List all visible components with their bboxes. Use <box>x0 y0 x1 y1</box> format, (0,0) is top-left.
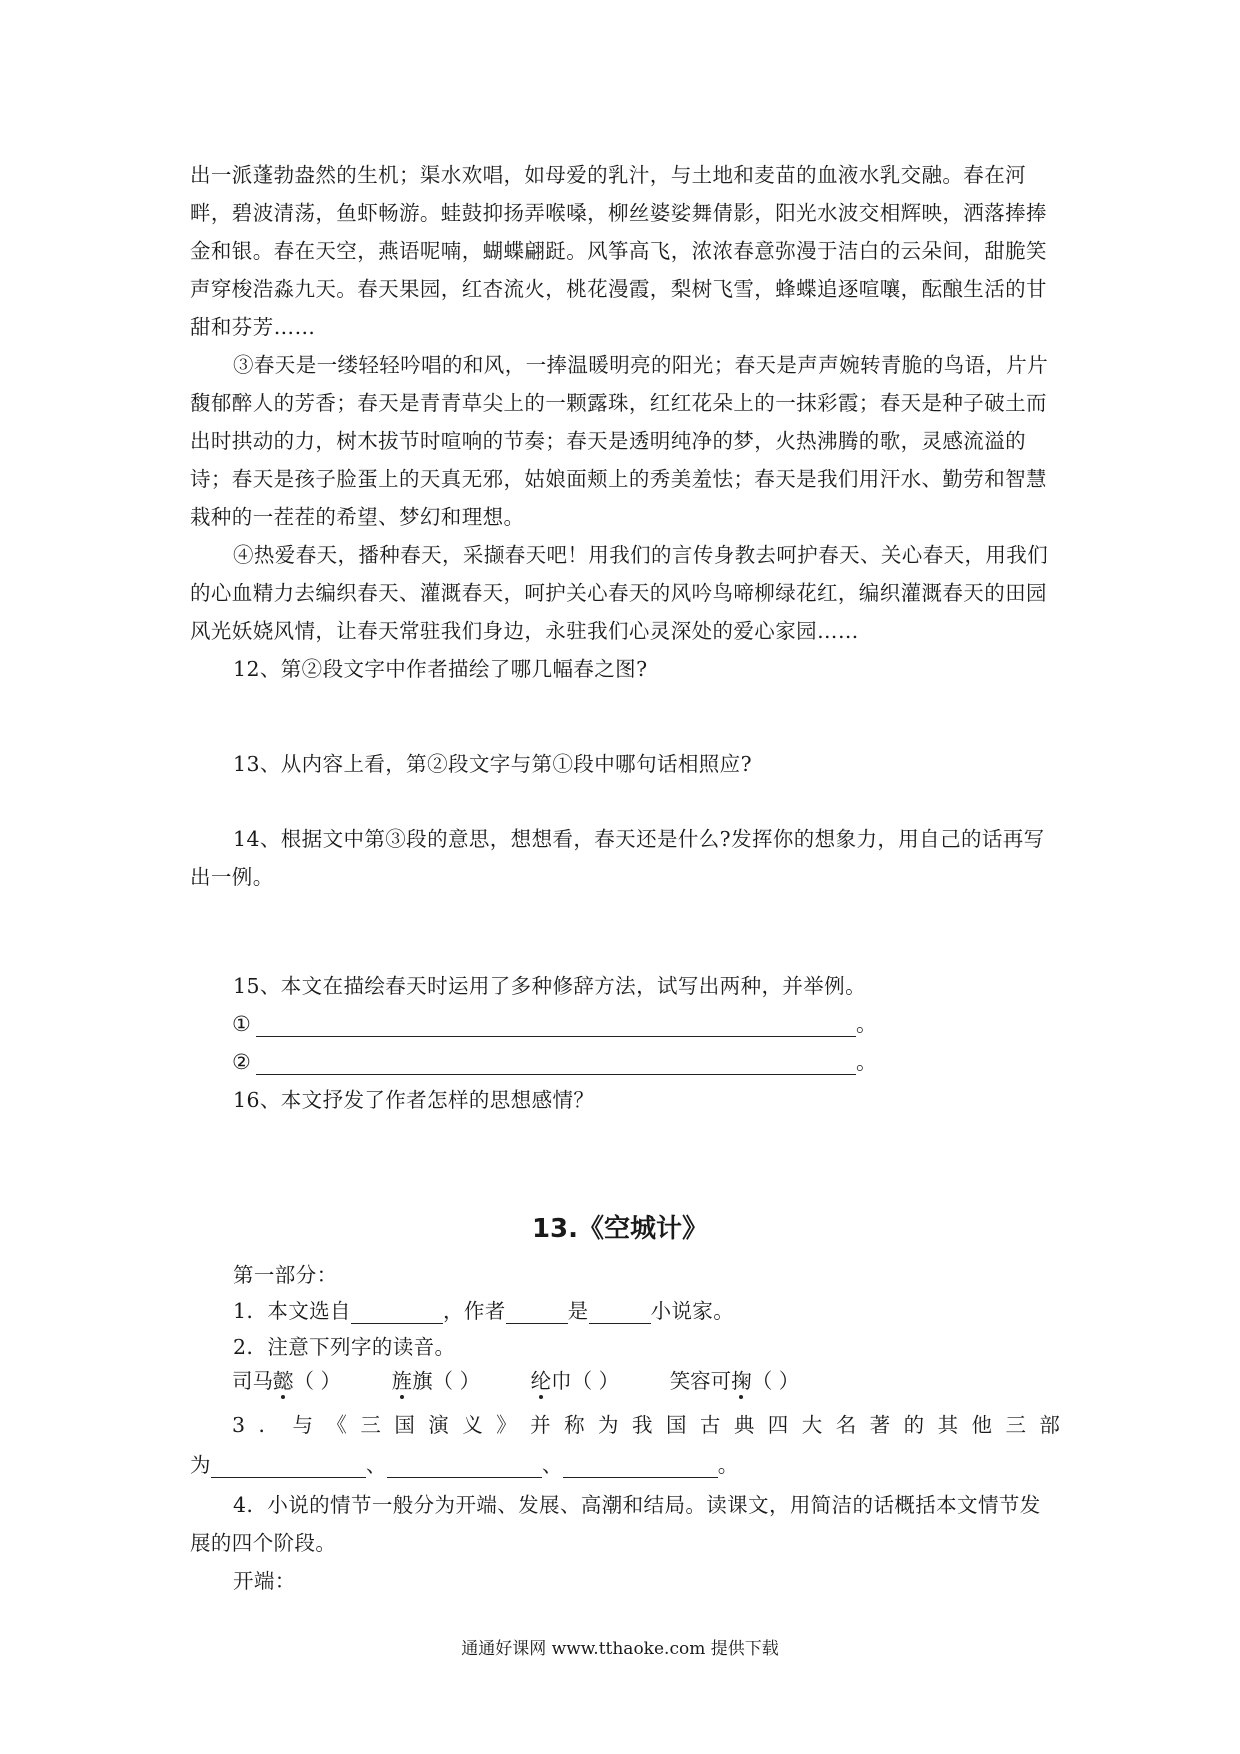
section-title: 13.《空城计》 <box>531 1214 709 1244</box>
blank-author[interactable] <box>506 1299 568 1324</box>
item-4: 4．小说的情节一般分为开端、发展、高潮和结局。读课文，用简洁的话概括本文情节发展的四个阶段。 <box>190 1493 1041 1555</box>
blank-novel-1[interactable] <box>211 1453 366 1478</box>
item-2: 2．注意下列字的读音。 <box>233 1335 456 1359</box>
pronunciation-row <box>232 1362 843 1400</box>
question-14: 14、根据文中第③段的意思，想想看，春天还是什么?发挥你的想象力，用自己的话再写出一例。 <box>190 827 1045 889</box>
opening-label: 开端： <box>233 1569 296 1593</box>
answer-blank-1[interactable] <box>256 1010 856 1037</box>
paragraph-2-continued: 出一派蓬勃盎然的生机；渠水欢唱，如母爱的乳汁，与土地和麦苗的血液水乳交融。春在河畔，碧波清荡，鱼虾畅游。蛙鼓抑扬弄喉嗓，柳丝婆娑舞倩影，阳光水波交相辉映，洒落捧捧金和银。春在天空，燕语呢喃，蝴蝶翩跹。风筝高飞，浓浓春意弥漫于洁白的云朵间，甜脆笑声穿梭浩淼九天。春天果园，红杏流火，桃花漫霞，梨树飞雪，蜂蝶追逐喧嚷，酝酿生活的甘甜和芬芳…… <box>190 163 1047 339</box>
pron-item-4[interactable]: 笑容可掬（ ） <box>669 1369 800 1393</box>
answer-line-1[interactable] <box>232 1005 877 1043</box>
blank-novel-3[interactable] <box>563 1453 718 1478</box>
question-16: 16、本文抒发了作者怎样的思想感情？ <box>233 1088 595 1112</box>
item-3-line-2: 为 、 、 。 <box>190 1453 739 1477</box>
pron-item-3[interactable]: 纶巾（ ） <box>530 1369 620 1393</box>
paragraph-4: ④热爱春天，播种春天，采撷春天吧！用我们的言传身教去呵护春天、关心春天，用我们的心血精力去编织春天、灌溉春天，呵护关心春天的风吟鸟啼柳绿花红，编织灌溉春天的田园风光妖娆风情，让春天常驻我们身边，永驻我们心灵深处的爱心家园…… <box>190 543 1049 643</box>
answer-period-1: 。 <box>856 1012 877 1036</box>
question-13: 13、从内容上看，第②段文字与第①段中哪句话相照应? <box>233 752 752 776</box>
part-1-heading: 第一部分： <box>233 1263 338 1287</box>
answer-blank-2[interactable] <box>256 1048 856 1075</box>
answer-mark-1: ① <box>232 1012 251 1036</box>
question-15: 15、本文在描绘春天时运用了多种修辞方法，试写出两种，并举例。 <box>233 974 866 998</box>
answer-line-2[interactable] <box>232 1043 877 1081</box>
question-12: 12、第②段文字中作者描绘了哪几幅春之图? <box>233 657 648 681</box>
paragraph-3: ③春天是一缕轻轻吟唱的和风，一捧温暖明亮的阳光；春天是声声婉转青脆的鸟语，片片馥郁醉人的芳香；春天是青青草尖上的一颗露珠，红红花朵上的一抹彩霞；春天是种子破土而出时拱动的力，树木拔节时喧响的节奏；春天是透明纯净的梦，火热沸腾的歌，灵感流溢的诗；春天是孩子脸蛋上的天真无邪，姑娘面颊上的秀美羞怯；春天是我们用汗水、勤劳和智慧栽种的一茬茬的希望、梦幻和理想。 <box>190 353 1049 529</box>
item-3-line-1: 3 ． 与 《 三 国 演 义 》 并 称 为 我 国 古 典 四 大 名 著 的 其 他 三 部 <box>232 1413 1060 1437</box>
answer-period-2: 。 <box>856 1050 877 1074</box>
answer-mark-2: ② <box>232 1050 251 1074</box>
blank-novel-2[interactable] <box>387 1453 542 1478</box>
blank-source[interactable] <box>351 1299 443 1324</box>
blank-era[interactable] <box>589 1299 651 1324</box>
pron-item-1[interactable]: 司马懿（ ） <box>232 1369 342 1393</box>
page-footer: 通通好课网 www.tthaoke.com 提供下载 <box>461 1639 779 1659</box>
pron-item-2[interactable]: 旌旗（ ） <box>391 1369 481 1393</box>
item-1: 1．本文选自 ，作者 是 小说家。 <box>233 1299 735 1323</box>
